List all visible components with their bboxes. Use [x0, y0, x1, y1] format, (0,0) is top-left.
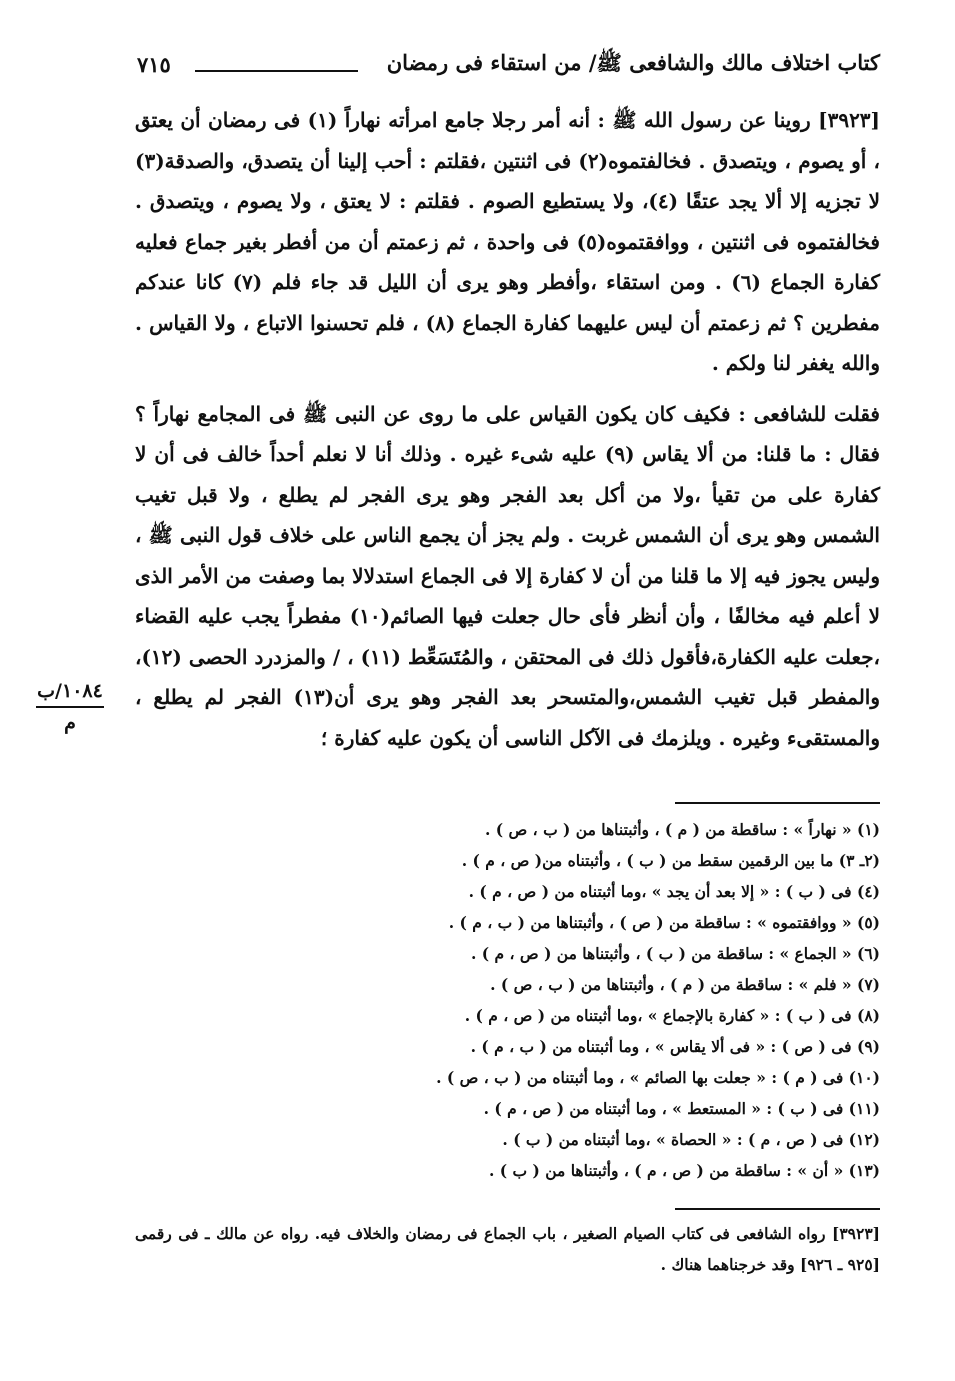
main-text — [135, 100, 880, 758]
folio-rule — [36, 706, 104, 708]
footnote: (٨) فى ( ب ) : « كفارة بالإجماع » ،وما أثبتناه من ( ص ، م ) . — [464, 1006, 880, 1025]
footnotes-separator — [675, 802, 880, 804]
paragraph-hadith: [٣٩٢٣] روينا عن رسول الله ﷺ : أنه أمر رجلا جامع امرأته نهاراً (١) فى رمضان أن يعتق ، أو يصوم ، ويتصدق . فخالفتموه(٢) فى اثنتين ،فقلتم : أحب إلينا أن يتصدق، والصدقة(٣) لا تجزيه إلا ألا يجد عتقًا (٤)، ولا يستطيع الصوم . فقلتم : لا يعتق ، ولا يصوم ، ويتصدق . فخالفتموه فى اثنتين ، ووافقتموه(٥) فى واحدة ، ثم زعمتم أن من أفطر بغير جماع فعليه كفارة الجماع (٦) . ومن استقاء ،وأفطر وهو يرى أن الليل قد جاء فلم (٧) كانا عندكم مفطرين ؟ ثم زعمتم أن ليس عليهما كفارة الجماع (٨) ، فلم تحسنوا الاتباع ، ولا القياس . والله يغفر لنا ولكم . — [135, 108, 881, 375]
footnote: (١٣) « أن » : ساقطة من ( ص ، م ) ، وأثبتناها من ( ب ) . — [488, 1161, 880, 1180]
footnote: (٩) فى ( ص ) : « فى ألا يقاس » ، وما أثبتناه من ( ب ، م ) . — [470, 1037, 880, 1056]
source-separator — [675, 1208, 880, 1210]
footnote: (٦) « الجماع » : ساقطة من ( ب ) ، وأثبتناها من ( ص ، م ) . — [471, 944, 880, 963]
footnotes-list — [135, 814, 880, 1186]
footnote: (١١) فى ( ب ) : « المستعط » ، وما أثبتناه من ( ص ، م ) . — [483, 1099, 880, 1118]
source-note: [٣٩٢٣] رواه الشافعى فى كتاب الصيام الصغير ، باب الجماع فى رمضان والخلاف فيه. رواه عن مالك ـ فى رقمى [٩٢٥ ـ ٩٢٦] وقد خرجناهما هناك . — [135, 1224, 880, 1274]
manuscript-siglum: م — [64, 712, 76, 734]
manuscript-folio-note — [30, 680, 110, 734]
page-number: ٧١٥ — [137, 52, 171, 77]
footnote: (١) « نهاراً » : ساقطة من ( م ) ، وأثبتناها من ( ب ، ص ) . — [485, 820, 880, 839]
page-header — [135, 44, 880, 88]
paragraph-discussion: فقلت للشافعى : فكيف كان يكون القياس على ما روى عن النبى ﷺ فى المجامع نهاراً ؟ فقال : ما قلنا: من ألا يقاس (٩) عليه شىء غيره . وذلك أنا لا نعلم أحداً خالف فى أن لا كفارة على من تقيأ ،ولا من أكل بعد الفجر وهو يرى الفجر لم يطلع ، ولا قبل تغيب الشمس وهو يرى أن الشمس غربت . ولم يجز أن يجمع الناس على خلاف قول النبى ﷺ ، وليس يجوز فيه إلا ما قلنا من أن لا كفارة إلا فى الجماع استدلالا بما وصفت من الأمر الذى لا أعلم فيه مخالفًا ، وأن أنظر فأى حال جعلت فيها الصائم(١٠) مفطراً يجب عليه القضاء ،جعلت عليه الكفارة،فأقول ذلك فى المحتقن ، والمُتَسَعِّط (١١) ، / والمزدرد الحصى (١٢)، والمفطر قبل تغيب الشمس،والمتسحر بعد الفجر وهو يرى أن(١٣) الفجر لم يطلع ، والمستقىء وغيره . ويلزمك فى الآكل الناسى أن يكون عليه كفارة ؛ — [135, 401, 881, 750]
footnote: (٧) « فلم » : ساقطة من ( م ) ، وأثبتناها من ( ب ، ص ) . — [490, 975, 880, 994]
folio-reference: ١٠٨٤/ب — [37, 680, 103, 702]
footnote: (٤) فى ( ب ) : « إلا بعد أن يجد » ،وما أثبتناه من ( ص ، م ) . — [468, 882, 880, 901]
header-rule — [195, 70, 358, 72]
footnote: (١٠) فى ( م ) : « جعلت بها الصائم » ، وما أثبتناه من ( ب ، ص ) . — [436, 1068, 880, 1087]
footnote: (١٢) فى ( ص ، م ) : « الحصاة » ،وما أثبتناه من ( ب ) . — [502, 1130, 880, 1149]
running-title: كتاب اختلاف مالك والشافعى ﷺ/ من استقاء فى رمضان — [386, 50, 880, 75]
footnote: (٥) « ووافقتموه » : ساقطة من ( ص ) ، وأثبتناها من ( ب ، م ) . — [448, 913, 880, 932]
footnote: (٢ـ ٣) ما بين الرقمين سقط من ( ب ) ، وأثبتناه من( ص ، م ) . — [461, 851, 880, 870]
